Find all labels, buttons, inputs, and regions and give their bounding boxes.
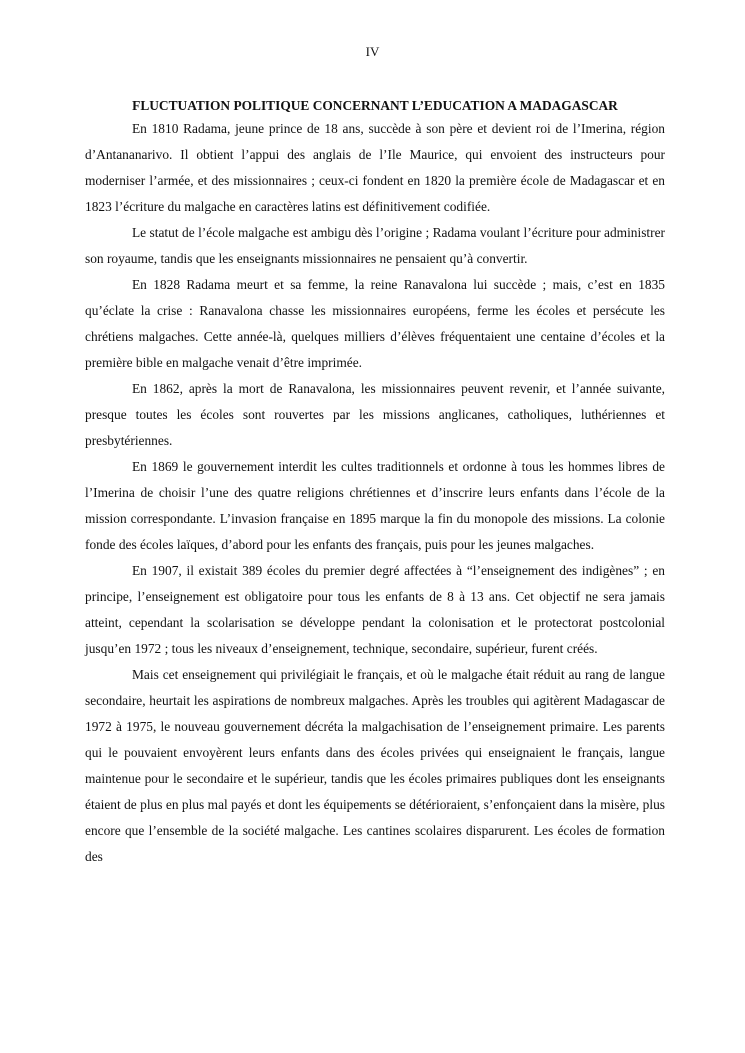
paragraph-6: En 1907, il existait 389 écoles du premier degré affectées à “l’enseignement des indigènes” ; en principe, l’enseignement est obligatoire pour tous les enfants de 8 à 13 ans. Cet objectif ne sera jamais atteint, cependant la scolarisation se développe pendant la colonisation et le protectorat postcolonial jusqu’en 1972 ; tous les niveaux d’enseignement, technique, secondaire, supérieur, furent créés. (85, 563, 665, 656)
paragraph-3: En 1828 Radama meurt et sa femme, la reine Ranavalona lui succède ; mais, c’est en 1835 qu’éclate la crise : Ranavalona chasse les missionnaires européens, ferme les écoles et persécute les chrétiens malgaches. Cette année-là, quelques milliers d’élèves fréquentaient une centaine d’écoles et la première bible en malgache venait d’être imprimée. (85, 277, 665, 370)
paragraph-2: Le statut de l’école malgache est ambigu dès l’origine ; Radama voulant l’écriture pour administrer son royaume, tandis que les enseignants missionnaires ne pensaient qu’à convertir. (85, 225, 665, 266)
paragraph-5: En 1869 le gouvernement interdit les cultes traditionnels et ordonne à tous les hommes libres de l’Imerina de choisir l’une des quatre religions chrétiennes et d’inscrire leurs enfants dans l’école de la mission correspondante. L’invasion française en 1895 marque la fin du monopole des missions. La colonie fonde des écoles laïques, d’abord pour les enfants des français, puis pour les jeunes malgaches. (85, 459, 665, 552)
page-number: IV (365, 44, 380, 59)
document-body (85, 96, 665, 870)
paragraph-7: Mais cet enseignement qui privilégiait le français, et où le malgache était réduit au rang de langue secondaire, heurtait les aspirations de nombreux malgaches. Après les troubles qui agitèrent Madagascar de 1972 à 1975, le nouveau gouvernement décréta la malgachisation de l’enseignement primaire. Les parents qui le pouvaient envoyèrent leurs enfants dans des écoles privées qui enseignaient le français, langue maintenue pour le secondaire et le supérieur, tandis que les écoles primaires publiques dont les enseignants étaient de plus en plus mal payés et dont les équipements se détérioraient, s’enfonçaient dans la misère, plus encore que l’ensemble de la société malgache. Les cantines scolaires disparurent. Les écoles de formation des (85, 667, 665, 864)
paragraph-1: En 1810 Radama, jeune prince de 18 ans, succède à son père et devient roi de l’Imerina, région d’Antananarivo. Il obtient l’appui des anglais de l’Ile Maurice, qui envoient des instructeurs pour moderniser l’armée, et des missionnaires ; ceux-ci fondent en 1820 la première école de Madagascar et en 1823 l’écriture du malgache en caractères latins est définitivement codifiée. (85, 121, 665, 214)
paragraph-4: En 1862, après la mort de Ranavalona, les missionnaires peuvent revenir, et l’année suivante, presque toutes les écoles sont rouvertes par les missions anglicanes, catholiques, luthériennes et presbytériennes. (85, 381, 665, 448)
document-title: FLUCTUATION POLITIQUE CONCERNANT L’EDUCATION A MADAGASCAR (132, 98, 618, 113)
